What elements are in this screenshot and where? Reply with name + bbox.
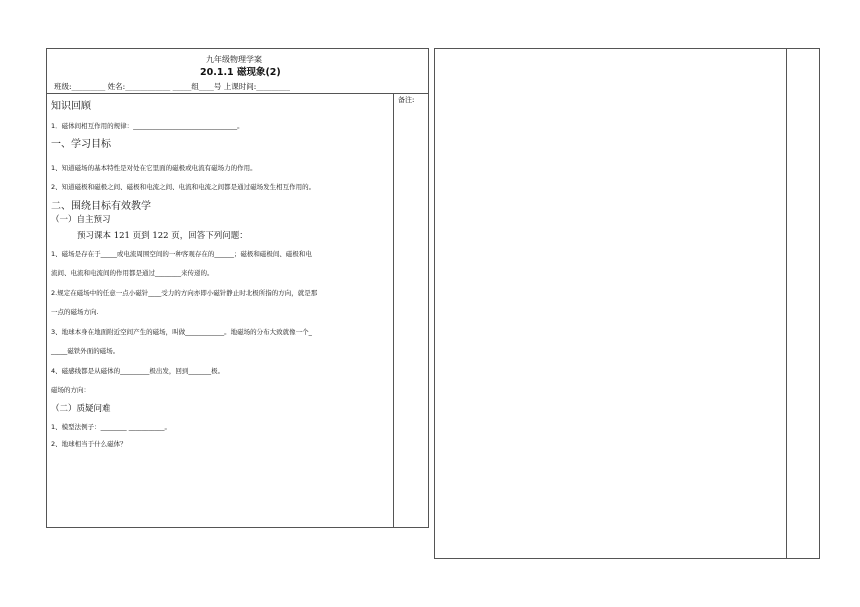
field-direction-label: 磁场的方向： [51,386,90,394]
document-title: 九年级物理学案 [206,55,262,64]
question-3-line-1: 3、地球本身在地面附近空间产生的磁场，叫做____________。地磁场的分布大致就像一个_ [51,328,312,336]
discussion-question-2: 2、地球相当于什么磁体？ [51,440,127,448]
question-1-line-2: 流间、电流和电流间的作用都是通过________来传递的。 [51,269,214,277]
student-info-line: 班级:_________ 姓名:____________ _____组____号 上课时间:_________ [54,82,290,91]
preview-instruction: 预习课本 121 页到 122 页，回答下列问题： [77,231,248,241]
question-2-line-2: 一点的磁场方向. [51,308,99,316]
goals-heading: 一、学习目标 [51,139,111,150]
right-notes-column-divider [786,48,787,559]
left-page-frame [46,48,429,528]
teaching-heading: 二、围绕目标有效教学 [51,201,151,212]
discussion-question-1: 1、模型法例子：________ ___________。 [51,423,171,431]
goal-item-1: 1、知道磁场的基本特性是对处在它里面的磁极或电流有磁场力的作用。 [51,164,257,172]
lesson-title: 20.1.1 磁现象(2) [200,67,281,78]
question-1-line-1: 1、磁场是存在于_____或电流周围空间的一种客观存在的______；磁极和磁极间、磁极和电 [51,250,312,258]
discussion-subheading: （二）质疑问难 [51,404,111,414]
header-divider [46,93,429,94]
question-2-line-1: 2.规定在磁场中的任意一点小磁针____受力的方向亦即小磁针静止时北极所指的方向，就是那 [51,289,318,297]
notes-column-divider [393,93,394,528]
question-4: 4、磁感线都是从磁体的_________极出发，回到_______极。 [51,367,225,375]
review-question-1: 1．磁体间相互作用的规律：________________________________。 [51,122,244,130]
notes-label: 备注: [398,96,415,104]
review-heading: 知识回顾 [51,101,91,112]
question-3-line-2: _____磁铁外面的磁场。 [51,347,120,355]
self-study-subheading: （一）自主预习 [51,215,111,225]
right-page-frame [434,48,820,559]
goal-item-2: 2、知道磁极和磁极之间、磁极和电流之间、电流和电流之间都是通过磁场发生相互作用的。 [51,183,316,191]
